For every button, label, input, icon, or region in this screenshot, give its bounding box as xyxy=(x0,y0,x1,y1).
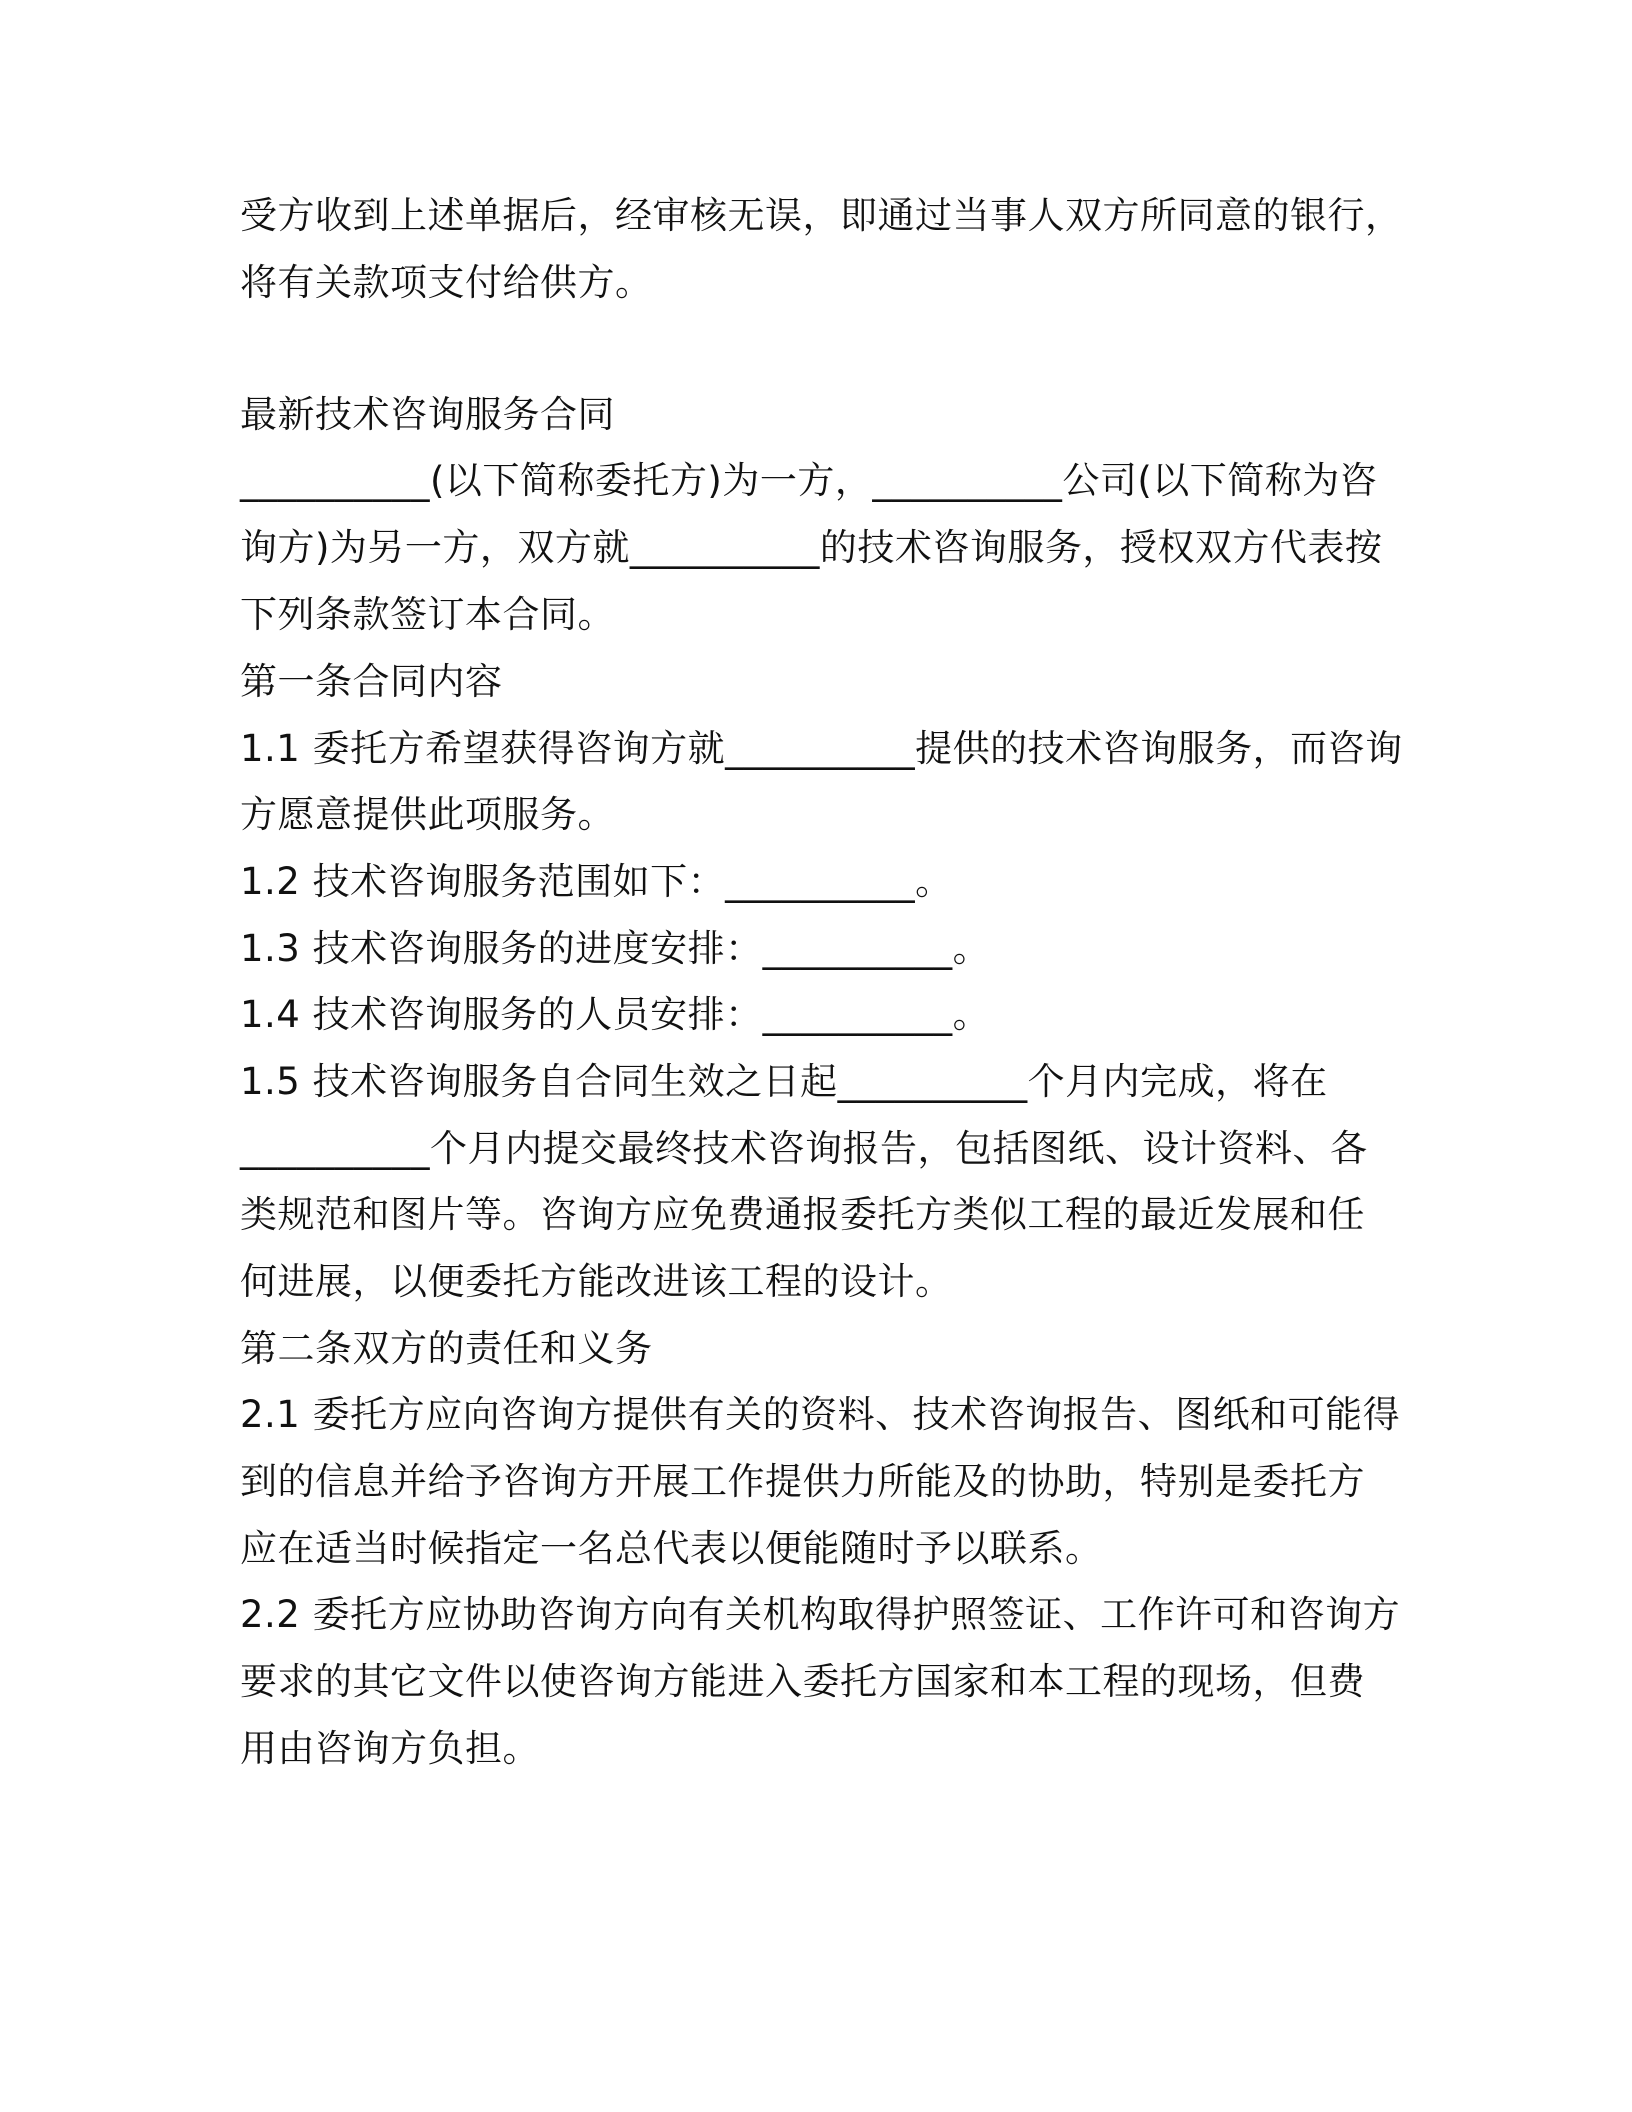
text-line: 用由咨询方负担。 xyxy=(240,1727,540,1770)
text-line: __________个月内提交最终技术咨询报告，包括图纸、设计资料、各 xyxy=(240,1127,1368,1170)
section-heading: 第二条双方的责任和义务 xyxy=(240,1327,653,1370)
text-line: 下列条款签订本合同。 xyxy=(240,593,615,636)
text-line: 要求的其它文件以使咨询方能进入委托方国家和本工程的现场，但费 xyxy=(240,1660,1365,1703)
text-line: 1.4 技术咨询服务的人员安排：__________。 xyxy=(240,993,991,1036)
text-line: __________(以下简称委托方)为一方，__________公司(以下简称为咨 xyxy=(240,459,1378,502)
section-heading: 第一条合同内容 xyxy=(240,660,503,703)
text-line: 到的信息并给予咨询方开展工作提供力所能及的协助，特别是委托方 xyxy=(240,1460,1365,1503)
text-line: 将有关款项支付给供方。 xyxy=(240,261,653,304)
text-line: 询方)为另一方，双方就__________的技术咨询服务，授权双方代表按 xyxy=(240,526,1383,569)
text-line: 受方收到上述单据后，经审核无误，即通过当事人双方所同意的银行， xyxy=(240,194,1403,237)
document-title: 最新技术咨询服务合同 xyxy=(240,393,615,436)
text-line: 何进展，以便委托方能改进该工程的设计。 xyxy=(240,1260,953,1303)
text-line: 1.1 委托方希望获得咨询方就__________提供的技术咨询服务，而咨询 xyxy=(240,727,1403,770)
text-line: 1.5 技术咨询服务自合同生效之日起__________个月内完成，将在 xyxy=(240,1060,1328,1103)
text-line: 2.2 委托方应协助咨询方向有关机构取得护照签证、工作许可和咨询方 xyxy=(240,1593,1401,1636)
text-line: 1.2 技术咨询服务范围如下：__________。 xyxy=(240,860,953,903)
text-line: 1.3 技术咨询服务的进度安排：__________。 xyxy=(240,927,991,970)
text-line: 方愿意提供此项服务。 xyxy=(240,793,615,836)
text-line: 类规范和图片等。咨询方应免费通报委托方类似工程的最近发展和任 xyxy=(240,1193,1365,1236)
text-line: 2.1 委托方应向咨询方提供有关的资料、技术咨询报告、图纸和可能得 xyxy=(240,1393,1401,1436)
text-line: 应在适当时候指定一名总代表以便能随时予以联系。 xyxy=(240,1527,1103,1570)
